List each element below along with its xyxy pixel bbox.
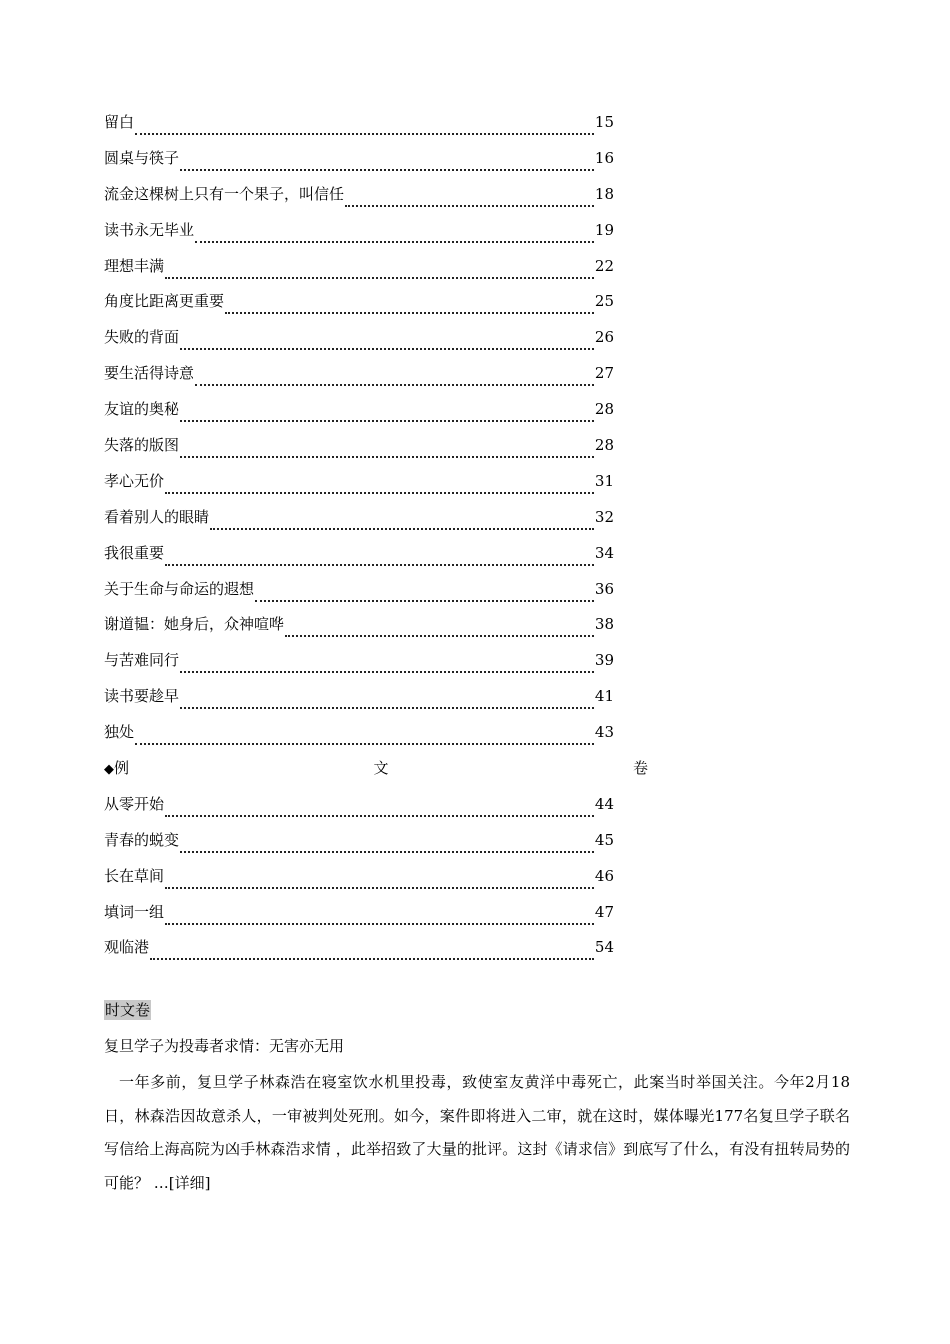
toc-entry-title: 从零开始 xyxy=(104,794,165,813)
toc-dot-leader xyxy=(165,564,594,566)
toc-entry[interactable] xyxy=(104,147,614,183)
toc-dot-leader xyxy=(255,600,594,602)
toc-entry-page-number: 46 xyxy=(594,866,614,885)
toc-list xyxy=(104,793,614,972)
toc-dot-leader xyxy=(165,492,594,494)
toc-entry[interactable] xyxy=(104,219,614,255)
toc-entry[interactable] xyxy=(104,793,614,829)
toc-entry-title: 填词一组 xyxy=(104,902,165,921)
toc-dot-leader xyxy=(180,707,594,709)
toc-dot-leader xyxy=(135,743,594,745)
toc-entry-title: 角度比距离更重要 xyxy=(104,292,225,311)
essay-body[interactable]: 一年多前，复旦学子林森浩在寝室饮水机里投毒，致使室友黄洋中毒死亡，此案当时举国关注。今年2月18日，林森浩因故意杀人，一审被判处死刑。如今，案件即将进入二审，就在这时，媒体曝光177名复旦学子联名写信给上海高院为凶手林森浩求情 ，此举招致了大量的批评。这封《请求信》到底写了什么，有没有扭转局势的可能？ …[详细] xyxy=(104,1073,850,1192)
toc-entry-page-number: 25 xyxy=(594,292,614,311)
toc-entry[interactable] xyxy=(104,362,614,398)
toc-entry[interactable] xyxy=(104,470,614,506)
toc-dot-leader xyxy=(165,277,594,279)
toc-dot-leader xyxy=(195,241,594,243)
toc-entry-page-number: 34 xyxy=(594,543,614,562)
section-heading xyxy=(104,757,648,793)
toc-entry-title: 流金这棵树上只有一个果子，叫信任 xyxy=(104,184,345,203)
toc-entry-page-number: 26 xyxy=(594,328,614,347)
toc-entry[interactable] xyxy=(104,936,614,972)
essay-title: 复旦学子为投毒者求情：无害亦无用 xyxy=(104,1037,345,1055)
toc-entry-title: 看着别人的眼睛 xyxy=(104,507,210,526)
toc-dot-leader xyxy=(180,671,594,673)
toc-entry[interactable] xyxy=(104,613,614,649)
toc-entry[interactable] xyxy=(104,721,614,757)
toc-entry-page-number: 28 xyxy=(594,400,614,419)
toc-entry-title: 谢道韫：她身后，众神喧哗 xyxy=(104,615,285,634)
toc-entry-title: 青春的蜕变 xyxy=(104,830,180,849)
toc-entry-page-number: 28 xyxy=(594,436,614,455)
toc-entry-page-number: 18 xyxy=(594,184,614,203)
toc-entry-page-number: 32 xyxy=(594,507,614,526)
toc-entry-page-number: 19 xyxy=(594,220,614,239)
toc-entry-page-number: 45 xyxy=(594,830,614,849)
toc-entry-title: 与苦难同行 xyxy=(104,651,180,670)
toc-entry[interactable] xyxy=(104,290,614,326)
toc-dot-leader xyxy=(165,815,594,817)
toc-entry[interactable] xyxy=(104,183,614,219)
section-heading-middle: 文 xyxy=(373,759,389,778)
toc-dot-leader xyxy=(135,133,594,135)
toc-dot-leader xyxy=(285,635,594,637)
table-of-contents xyxy=(104,111,648,972)
toc-entry-title: 理想丰满 xyxy=(104,256,165,275)
toc-entry[interactable] xyxy=(104,255,614,291)
section-heading-first: ◆例 xyxy=(104,759,130,778)
toc-entry-title: 失落的版图 xyxy=(104,436,180,455)
toc-dot-leader xyxy=(225,312,594,314)
toc-dot-leader xyxy=(180,456,594,458)
toc-entry-page-number: 22 xyxy=(594,256,614,275)
toc-dot-leader xyxy=(180,348,594,350)
toc-entry-page-number: 44 xyxy=(594,794,614,813)
toc-entry-title: 观临港 xyxy=(104,938,150,957)
toc-entry-title: 读书要趁早 xyxy=(104,687,180,706)
toc-entry[interactable] xyxy=(104,542,614,578)
toc-entry-page-number: 54 xyxy=(594,938,614,957)
toc-dot-leader xyxy=(180,420,594,422)
essay-section-label: 时文卷 xyxy=(105,1001,151,1019)
toc-entry-page-number: 31 xyxy=(594,471,614,490)
toc-entry[interactable] xyxy=(104,111,614,147)
toc-entry[interactable] xyxy=(104,506,614,542)
toc-entry-title: 圆桌与筷子 xyxy=(104,148,180,167)
toc-dot-leader xyxy=(180,169,594,171)
toc-entry-page-number: 36 xyxy=(594,579,614,598)
toc-entry-page-number: 15 xyxy=(594,113,614,131)
toc-entry-title: 独处 xyxy=(104,723,135,742)
diamond-icon: ◆ xyxy=(104,762,114,778)
toc-entry[interactable] xyxy=(104,326,614,362)
toc-entry-page-number: 47 xyxy=(594,902,614,921)
toc-entry-title: 长在草间 xyxy=(104,866,165,885)
toc-entry[interactable] xyxy=(104,901,614,937)
toc-entry[interactable] xyxy=(104,865,614,901)
toc-entry-title: 要生活得诗意 xyxy=(104,364,195,383)
toc-entry-title: 孝心无价 xyxy=(104,471,165,490)
toc-entry[interactable] xyxy=(104,829,614,865)
toc-entry[interactable] xyxy=(104,398,614,434)
toc-entry-page-number: 27 xyxy=(594,364,614,383)
toc-dot-leader xyxy=(165,887,594,889)
essay-section xyxy=(104,1000,850,1200)
toc-entry-page-number: 43 xyxy=(594,723,614,742)
toc-entry-title: 失败的背面 xyxy=(104,328,180,347)
toc-entry[interactable] xyxy=(104,434,614,470)
toc-entry-page-number: 16 xyxy=(594,148,614,167)
toc-dot-leader xyxy=(165,923,594,925)
toc-dot-leader xyxy=(150,958,594,960)
toc-list xyxy=(104,111,614,757)
toc-entry-title: 我很重要 xyxy=(104,543,165,562)
toc-entry-title: 友谊的奥秘 xyxy=(104,400,180,419)
toc-entry[interactable] xyxy=(104,685,614,721)
toc-dot-leader xyxy=(195,384,594,386)
toc-entry[interactable] xyxy=(104,649,614,685)
toc-entry-page-number: 38 xyxy=(594,615,614,634)
toc-entry-title: 留白 xyxy=(104,113,135,131)
toc-entry[interactable] xyxy=(104,578,614,614)
toc-dot-leader xyxy=(180,851,594,853)
toc-entry-page-number: 41 xyxy=(594,687,614,706)
toc-entry-title: 读书永无毕业 xyxy=(104,220,195,239)
toc-entry-title: 关于生命与命运的遐想 xyxy=(104,579,255,598)
toc-dot-leader xyxy=(210,528,594,530)
toc-dot-leader xyxy=(345,205,594,207)
toc-entry-page-number: 39 xyxy=(594,651,614,670)
section-heading-last: 卷 xyxy=(632,759,648,778)
